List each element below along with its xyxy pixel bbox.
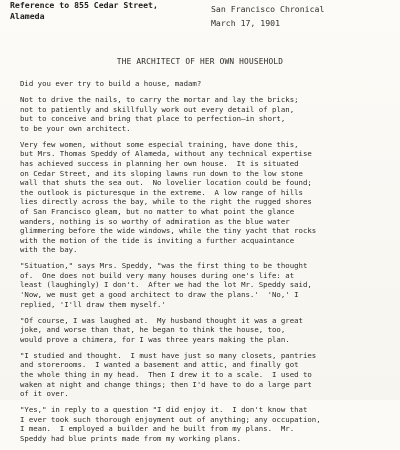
paragraph-line: joke, and worse than that, he began to think the house, too, bbox=[20, 325, 286, 335]
source-date: March 17, 1901 bbox=[211, 18, 281, 28]
paragraph-line: of. One does not build very many houses during one's life: at bbox=[20, 270, 295, 280]
paragraph-line: the whole thing in my head. Then I drew it to a scale. I used to bbox=[20, 369, 312, 379]
paragraph-line: Very few women, without some especial training, have done this, bbox=[20, 139, 299, 149]
article-paragraph bbox=[20, 95, 398, 133]
paragraph-line: the outlook is picturesque in the extreme. A low range of hills bbox=[20, 187, 303, 197]
paragraph-line: would prove a chimera, for I was three years making the plan. bbox=[20, 334, 290, 344]
paragraph-line: Speddy had blue prints made from my working plans. bbox=[20, 433, 242, 443]
paragraph-line: wall that shuts the sea out. No lovelier location could be found; bbox=[20, 178, 312, 188]
paragraph-line: of it over. bbox=[20, 389, 69, 399]
paragraph-line: least (laughingly) I don't. After we had the lot Mr. Speddy said, bbox=[20, 280, 312, 290]
paragraph-line: wanders, nothing is so worthy of admiration as the blue water bbox=[20, 216, 290, 226]
paragraph-line: Not to drive the nails, to carry the mortar and lay the bricks; bbox=[20, 94, 299, 104]
reference-line-1: Reference to 855 Cedar Street, bbox=[10, 0, 158, 10]
paragraph-line: Did you ever try to build a house, madam? bbox=[20, 79, 202, 88]
article-paragraph bbox=[20, 351, 398, 399]
paragraph-line: to be your own architect. bbox=[20, 123, 131, 133]
paragraph-line: I mean. I employed a builder and he built from my plans. Mr. bbox=[20, 424, 295, 434]
paragraph-line: and storerooms. I wanted a basement and attic, and finally got bbox=[20, 360, 299, 370]
paragraph-line: I ever took such thorough enjoyment out of anything; any occupation, bbox=[20, 414, 321, 424]
reference-block bbox=[10, 0, 158, 21]
article-paragraph bbox=[20, 261, 398, 309]
paragraph-line: but to conceive and bring that place to perfection–in short, bbox=[20, 114, 286, 124]
paragraph-line: with the bay. bbox=[20, 245, 78, 255]
article-paragraph bbox=[20, 79, 398, 89]
paragraph-line: has achieved success in planning her own house. It is situated bbox=[20, 158, 299, 168]
paragraph-line: "I studied and thought. I must have just so many closets, pantries bbox=[20, 350, 317, 360]
paragraph-line: "Of course, I was laughed at. My husband thought it was a great bbox=[20, 315, 303, 325]
source-block bbox=[211, 2, 324, 30]
paragraph-line: "Situation," says Mrs. Speddy, "was the first thing to be thought bbox=[20, 261, 308, 271]
article-paragraph bbox=[20, 405, 398, 443]
paragraph-line: with the motion of the tide is inviting a further acquaintance bbox=[20, 235, 295, 245]
paragraph-line: glimmering before the wide windows, while the tiny yacht that rocks bbox=[20, 226, 317, 236]
source-name: San Francisco Chronical bbox=[211, 4, 325, 14]
paragraph-line: of San Francisco gleam, but no matter to what point the glance bbox=[20, 206, 295, 216]
paragraph-line: on Cedar Street, and its sloping lawns run down to the low stone bbox=[20, 168, 303, 178]
paragraph-line: replied, 'I'll draw them myself.' bbox=[20, 299, 166, 309]
article-title: THE ARCHITECT OF HER OWN HOUSEHOLD bbox=[116, 57, 284, 66]
paragraph-line: waken at night and change things; then I'd have to do a large part bbox=[20, 379, 312, 389]
paragraph-line: 'Now, we must get a good architect to draw the plans.' 'No,' I bbox=[20, 290, 299, 300]
article-paragraph bbox=[20, 316, 398, 345]
paragraph-line: not to patiently and skillfully work out every detail of plan, bbox=[20, 104, 295, 114]
article-body bbox=[20, 79, 398, 450]
paragraph-line: "Yes," in reply to a question "I did enjoy it. I don't know that bbox=[20, 405, 308, 415]
reference-line-2: Alameda bbox=[10, 10, 45, 21]
paragraph-line: lies directly across the bay, while to the right the rugged shores bbox=[20, 197, 312, 207]
article-paragraph bbox=[20, 140, 398, 255]
paragraph-line: but Mrs. Thomas Speddy of Alameda, without any technical expertise bbox=[20, 149, 312, 159]
